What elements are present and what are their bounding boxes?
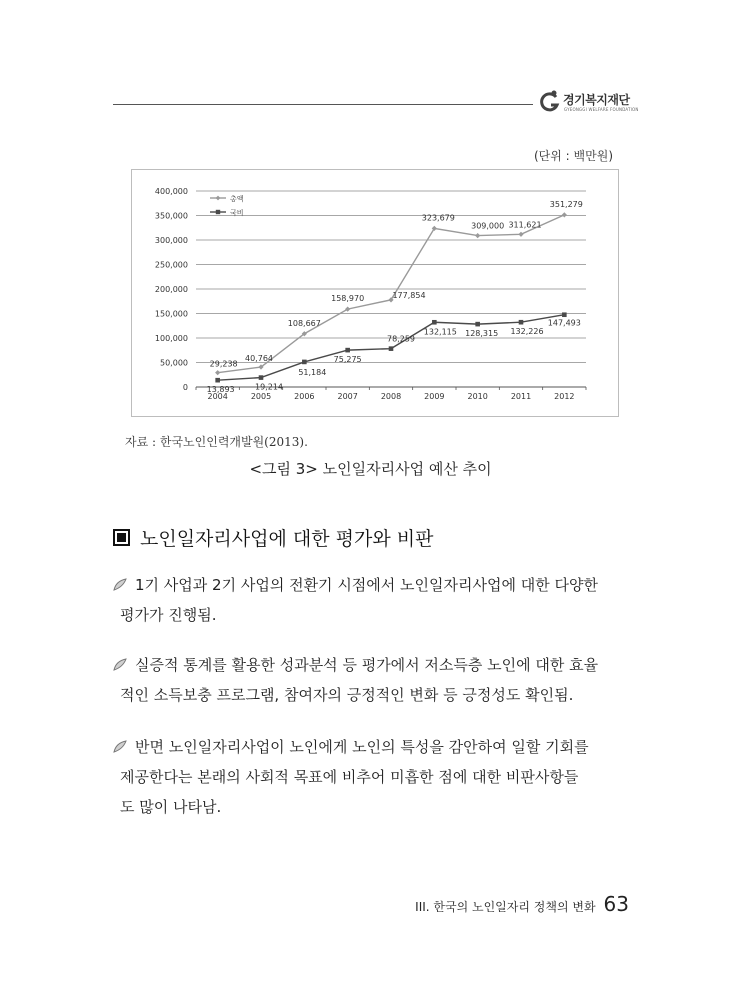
bullet-line: 실증적 통계를 활용한 성과분석 등 평가에서 저소득층 노인에 대한 효율 [135,656,599,674]
footer-chapter-title: III. 한국의 노인일자리 정책의 변화 [415,900,596,914]
data-label: 128,315 [465,329,499,339]
y-tick-label: 200,000 [154,285,188,294]
legend-label: 총액 [230,195,244,203]
data-label: 177,854 [392,290,426,300]
legend-marker-square [216,210,220,214]
data-point-diamond [475,233,480,238]
data-point-square [475,322,480,327]
foundation-logo [537,88,647,118]
data-label: 311,621 [508,220,542,230]
bullet-icon [113,740,127,753]
bullet-line: 제공한다는 본래의 사회적 목표에 비추어 미흡한 점에 대한 비판사항들 [120,768,579,786]
section-heading [113,524,433,551]
y-tick-label: 0 [182,383,188,392]
bullet-item [113,732,633,822]
data-label: 132,226 [510,327,544,337]
x-tick-label: 2006 [294,392,315,401]
bullet-item [113,650,633,710]
data-point-square [562,312,567,317]
bullet-icon [113,578,127,591]
y-tick-label: 250,000 [154,260,188,270]
bullet-item [113,570,633,630]
logo-mark-icon [537,88,563,114]
data-label: 13,893 [206,385,235,395]
y-tick-label: 150,000 [154,309,188,319]
data-point-square [389,346,394,351]
data-point-square [215,378,220,383]
y-tick-label: 350,000 [154,211,188,221]
data-label: 108,667 [287,318,321,328]
data-point-square [302,360,307,365]
chart-source: 자료 : 한국노인인력개발원(2013). [125,435,308,449]
data-point-square [259,375,264,380]
unit-label: (단위 : 백만원) [534,149,613,163]
legend-label: 국비 [230,209,244,217]
data-label: 147,493 [547,318,581,328]
data-label: 323,679 [421,213,455,223]
square-bullet-icon [113,529,130,546]
y-tick-label: 50,000 [160,358,188,368]
data-point-diamond [215,370,220,375]
y-tick-label: 100,000 [154,334,188,343]
bullet-icon [113,658,127,671]
x-tick-label: 2005 [250,392,272,401]
data-point-square [345,348,350,353]
x-tick-label: 2004 [207,392,228,401]
data-label: 29,238 [209,359,238,369]
data-label: 19,214 [255,382,283,392]
x-tick-label: 2012 [554,392,575,401]
x-tick-label: 2011 [510,392,532,401]
data-label: 40,764 [245,354,273,364]
y-tick-label: 400,000 [154,187,188,196]
page-footer [415,892,629,916]
x-tick-label: 2010 [467,392,488,401]
chart-frame [131,169,619,417]
data-point-diamond [518,232,523,237]
bullet-line: 반면 노인일자리사업이 노인에게 노인의 특성을 감안하여 일할 기회를 [135,738,589,756]
data-label: 132,115 [423,327,457,337]
data-label: 351,279 [549,199,583,209]
figure-caption: <그림 3> 노인일자리사업 예산 추이 [249,460,492,478]
data-label: 309,000 [471,221,505,231]
budget-line-chart [132,170,618,416]
bullet-line: 평가가 진행됨. [120,606,217,624]
data-point-diamond [562,212,567,217]
page-number: 63 [603,892,629,916]
y-tick-label: 300,000 [154,236,188,245]
logo-text: 경기복지재단 [563,93,630,107]
x-tick-label: 2009 [424,392,445,401]
data-point-square [519,320,524,325]
bullet-line: 1기 사업과 2기 사업의 전환기 시점에서 노인일자리사업에 대한 다양한 [135,576,598,594]
data-label: 78,259 [387,334,415,344]
legend-marker-diamond [216,196,221,201]
data-point-square [432,320,437,325]
logo-subtext: GYEONGGI WELFARE FOUNDATION [564,107,639,112]
header-rule [113,104,533,105]
data-label: 75,275 [333,355,362,365]
x-tick-label: 2007 [337,392,358,401]
bullet-line: 적인 소득보충 프로그램, 참여자의 긍정적인 변화 등 긍정성도 확인됨. [120,686,574,704]
data-label: 51,184 [298,367,327,377]
data-label: 158,970 [331,294,365,304]
bullet-line: 도 많이 나타남. [120,798,222,816]
x-tick-label: 2008 [380,392,402,401]
section-heading-text: 노인일자리사업에 대한 평가와 비판 [140,528,434,550]
